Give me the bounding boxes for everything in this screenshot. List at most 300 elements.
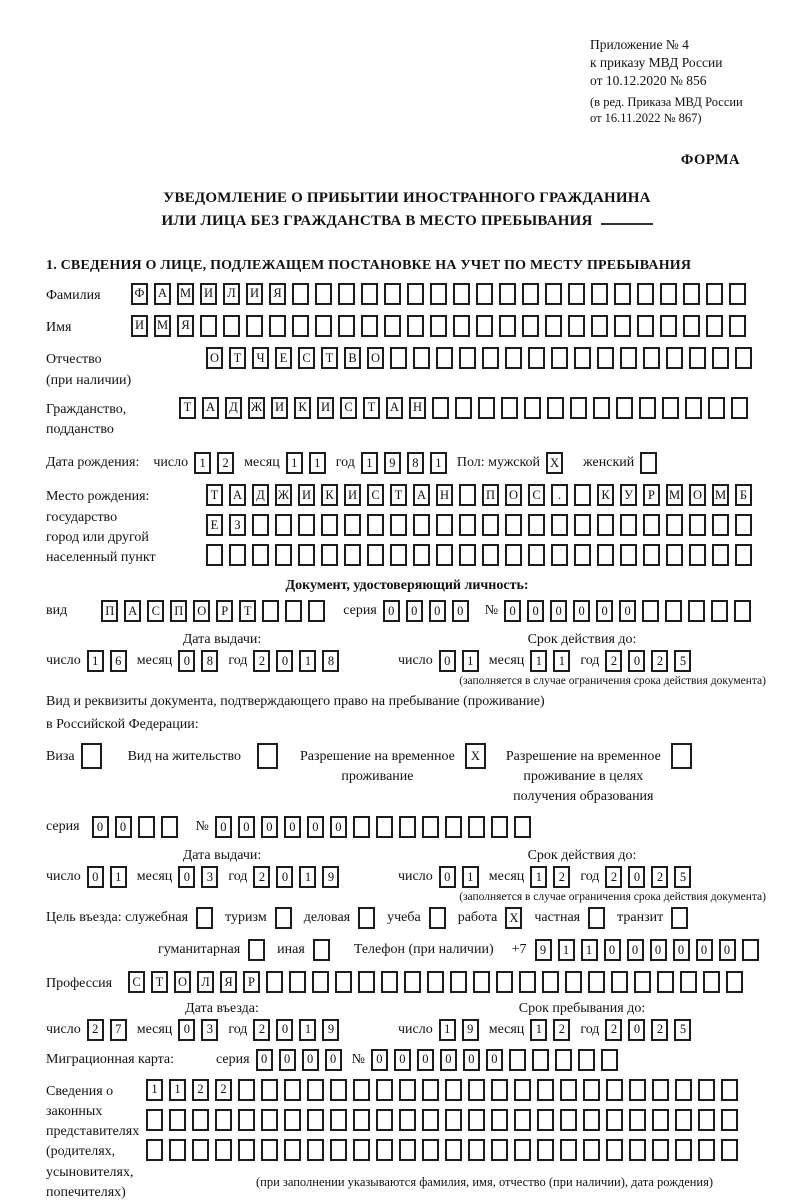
form-cell[interactable]: О bbox=[367, 347, 384, 369]
form-cell[interactable]: Я bbox=[220, 971, 237, 993]
form-cell[interactable] bbox=[689, 514, 706, 536]
form-cell[interactable] bbox=[685, 397, 702, 419]
form-cell[interactable] bbox=[734, 600, 751, 622]
form-cell[interactable] bbox=[629, 1079, 646, 1101]
purpose-other-checkbox[interactable] bbox=[313, 939, 330, 961]
form-cell[interactable] bbox=[275, 907, 292, 929]
form-cell[interactable] bbox=[698, 1109, 715, 1131]
form-cell[interactable] bbox=[620, 544, 637, 566]
form-cell[interactable]: 5 bbox=[674, 866, 691, 888]
form-cell[interactable]: А bbox=[202, 397, 219, 419]
mig-series-cells[interactable] bbox=[256, 1049, 342, 1071]
form-cell[interactable] bbox=[666, 347, 683, 369]
form-cell[interactable] bbox=[81, 743, 102, 769]
form-cell[interactable] bbox=[353, 816, 370, 838]
form-cell[interactable] bbox=[196, 907, 213, 929]
form-cell[interactable] bbox=[215, 1139, 232, 1161]
form-cell[interactable]: 0 bbox=[279, 1049, 296, 1071]
form-cell[interactable] bbox=[514, 816, 531, 838]
form-cell[interactable] bbox=[660, 315, 677, 337]
form-cell[interactable] bbox=[468, 1139, 485, 1161]
form-cell[interactable]: 2 bbox=[253, 866, 270, 888]
form-cell[interactable] bbox=[545, 315, 562, 337]
stay-month-cells[interactable] bbox=[530, 1019, 570, 1041]
form-cell[interactable] bbox=[192, 1139, 209, 1161]
form-cell[interactable]: И bbox=[246, 283, 263, 305]
form-cell[interactable] bbox=[721, 1079, 738, 1101]
form-cell[interactable]: 6 bbox=[110, 650, 127, 672]
form-cell[interactable] bbox=[308, 600, 325, 622]
form-cell[interactable]: О bbox=[689, 484, 706, 506]
form-cell[interactable]: 8 bbox=[322, 650, 339, 672]
form-cell[interactable] bbox=[399, 1109, 416, 1131]
form-cell[interactable] bbox=[450, 971, 467, 993]
form-cell[interactable]: С bbox=[128, 971, 145, 993]
form-cell[interactable]: 2 bbox=[651, 650, 668, 672]
form-cell[interactable]: 0 bbox=[256, 1049, 273, 1071]
form-cell[interactable] bbox=[524, 397, 541, 419]
form-cell[interactable]: 0 bbox=[92, 816, 109, 838]
form-cell[interactable]: 1 bbox=[299, 650, 316, 672]
form-cell[interactable] bbox=[292, 315, 309, 337]
form-cell[interactable] bbox=[671, 907, 688, 929]
form-cell[interactable] bbox=[390, 514, 407, 536]
form-cell[interactable] bbox=[726, 971, 743, 993]
purpose-tourism-checkbox[interactable] bbox=[275, 907, 292, 929]
form-cell[interactable] bbox=[215, 1109, 232, 1131]
form-cell[interactable]: 7 bbox=[110, 1019, 127, 1041]
form-cell[interactable]: 0 bbox=[394, 1049, 411, 1071]
form-cell[interactable] bbox=[206, 544, 223, 566]
form-cell[interactable]: 2 bbox=[553, 1019, 570, 1041]
form-cell[interactable]: У bbox=[620, 484, 637, 506]
form-cell[interactable] bbox=[570, 397, 587, 419]
form-cell[interactable] bbox=[478, 397, 495, 419]
form-cell[interactable]: 0 bbox=[527, 600, 544, 622]
form-cell[interactable]: 1 bbox=[361, 452, 378, 474]
doc-valid-month-cells[interactable] bbox=[530, 650, 570, 672]
form-cell[interactable] bbox=[652, 1079, 669, 1101]
form-cell[interactable] bbox=[729, 315, 746, 337]
form-cell[interactable] bbox=[683, 315, 700, 337]
form-cell[interactable]: 0 bbox=[604, 939, 621, 961]
form-cell[interactable] bbox=[284, 1079, 301, 1101]
form-cell[interactable] bbox=[476, 283, 493, 305]
form-cell[interactable] bbox=[358, 971, 375, 993]
residence-permit-checkbox[interactable] bbox=[257, 743, 278, 769]
res-valid-year-cells[interactable] bbox=[605, 866, 691, 888]
doc-issue-year-cells[interactable] bbox=[253, 650, 339, 672]
form-cell[interactable] bbox=[376, 816, 393, 838]
form-cell[interactable] bbox=[505, 347, 522, 369]
form-cell[interactable] bbox=[468, 1109, 485, 1131]
form-cell[interactable]: Е bbox=[275, 347, 292, 369]
form-cell[interactable] bbox=[491, 816, 508, 838]
doc-number-cells[interactable] bbox=[504, 600, 751, 622]
form-cell[interactable] bbox=[491, 1109, 508, 1131]
form-cell[interactable] bbox=[665, 600, 682, 622]
form-cell[interactable]: 0 bbox=[284, 816, 301, 838]
form-cell[interactable] bbox=[712, 514, 729, 536]
form-cell[interactable]: 1 bbox=[110, 866, 127, 888]
form-cell[interactable] bbox=[614, 283, 631, 305]
form-cell[interactable] bbox=[367, 544, 384, 566]
form-cell[interactable] bbox=[689, 544, 706, 566]
form-cell[interactable] bbox=[390, 347, 407, 369]
form-cell[interactable]: 0 bbox=[573, 600, 590, 622]
profession-cells[interactable] bbox=[128, 971, 743, 993]
form-cell[interactable] bbox=[312, 971, 329, 993]
form-cell[interactable] bbox=[252, 544, 269, 566]
form-cell[interactable] bbox=[706, 283, 723, 305]
doc-issue-month-cells[interactable] bbox=[178, 650, 218, 672]
form-cell[interactable]: А bbox=[154, 283, 171, 305]
form-cell[interactable]: 1 bbox=[87, 650, 104, 672]
form-cell[interactable]: 9 bbox=[322, 1019, 339, 1041]
form-cell[interactable] bbox=[468, 816, 485, 838]
form-cell[interactable] bbox=[496, 971, 513, 993]
form-cell[interactable] bbox=[381, 971, 398, 993]
birth-month-cells[interactable] bbox=[286, 452, 326, 474]
form-cell[interactable] bbox=[422, 1139, 439, 1161]
form-cell[interactable]: К bbox=[321, 484, 338, 506]
form-cell[interactable] bbox=[662, 397, 679, 419]
form-cell[interactable] bbox=[344, 514, 361, 536]
form-cell[interactable] bbox=[620, 347, 637, 369]
form-cell[interactable]: 9 bbox=[322, 866, 339, 888]
doc-type-cells[interactable] bbox=[101, 600, 325, 622]
form-cell[interactable] bbox=[551, 544, 568, 566]
form-cell[interactable] bbox=[652, 1139, 669, 1161]
form-cell[interactable] bbox=[574, 514, 591, 536]
form-cell[interactable]: Н bbox=[409, 397, 426, 419]
form-cell[interactable] bbox=[298, 514, 315, 536]
doc-issue-day-cells[interactable] bbox=[87, 650, 127, 672]
form-cell[interactable]: Я bbox=[177, 315, 194, 337]
form-cell[interactable] bbox=[591, 283, 608, 305]
form-cell[interactable]: Л bbox=[223, 283, 240, 305]
form-cell[interactable] bbox=[353, 1139, 370, 1161]
form-cell[interactable] bbox=[376, 1079, 393, 1101]
form-cell[interactable] bbox=[578, 1049, 595, 1071]
form-cell[interactable] bbox=[601, 1049, 618, 1071]
form-cell[interactable]: 0 bbox=[452, 600, 469, 622]
birth-year-cells[interactable] bbox=[361, 452, 447, 474]
entry-month-cells[interactable] bbox=[178, 1019, 218, 1041]
form-cell[interactable]: П bbox=[482, 484, 499, 506]
form-cell[interactable] bbox=[344, 544, 361, 566]
stay-day-cells[interactable] bbox=[439, 1019, 479, 1041]
form-cell[interactable]: 0 bbox=[596, 600, 613, 622]
form-cell[interactable] bbox=[735, 514, 752, 536]
form-cell[interactable] bbox=[200, 315, 217, 337]
form-cell[interactable] bbox=[390, 544, 407, 566]
form-cell[interactable] bbox=[138, 816, 155, 838]
form-cell[interactable] bbox=[499, 315, 516, 337]
form-cell[interactable] bbox=[330, 1109, 347, 1131]
form-cell[interactable] bbox=[307, 1139, 324, 1161]
form-cell[interactable] bbox=[358, 907, 375, 929]
entry-day-cells[interactable] bbox=[87, 1019, 127, 1041]
form-cell[interactable] bbox=[666, 514, 683, 536]
form-cell[interactable] bbox=[712, 544, 729, 566]
purpose-work-checkbox[interactable] bbox=[505, 907, 522, 929]
birth-place-row2-cells[interactable] bbox=[206, 514, 752, 536]
form-cell[interactable] bbox=[169, 1139, 186, 1161]
form-cell[interactable]: М bbox=[154, 315, 171, 337]
purpose-study-checkbox[interactable] bbox=[429, 907, 446, 929]
form-cell[interactable] bbox=[445, 1079, 462, 1101]
form-cell[interactable] bbox=[266, 971, 283, 993]
form-cell[interactable] bbox=[407, 283, 424, 305]
form-cell[interactable] bbox=[238, 1139, 255, 1161]
form-cell[interactable]: 0 bbox=[325, 1049, 342, 1071]
res-valid-day-cells[interactable] bbox=[439, 866, 479, 888]
form-cell[interactable] bbox=[459, 484, 476, 506]
form-cell[interactable]: 2 bbox=[605, 650, 622, 672]
form-cell[interactable]: С bbox=[367, 484, 384, 506]
form-cell[interactable] bbox=[330, 1079, 347, 1101]
form-cell[interactable] bbox=[275, 544, 292, 566]
form-cell[interactable] bbox=[735, 544, 752, 566]
form-cell[interactable] bbox=[683, 283, 700, 305]
form-cell[interactable]: Л bbox=[197, 971, 214, 993]
form-cell[interactable]: 2 bbox=[217, 452, 234, 474]
form-cell[interactable] bbox=[689, 347, 706, 369]
form-cell[interactable] bbox=[583, 1109, 600, 1131]
form-cell[interactable]: 2 bbox=[553, 866, 570, 888]
form-cell[interactable] bbox=[284, 1139, 301, 1161]
form-cell[interactable] bbox=[248, 939, 265, 961]
form-cell[interactable] bbox=[238, 1109, 255, 1131]
form-cell[interactable]: А bbox=[124, 600, 141, 622]
form-cell[interactable]: 0 bbox=[406, 600, 423, 622]
form-cell[interactable] bbox=[315, 283, 332, 305]
form-cell[interactable] bbox=[413, 544, 430, 566]
form-cell[interactable] bbox=[146, 1109, 163, 1131]
form-cell[interactable] bbox=[551, 514, 568, 536]
form-cell[interactable]: 0 bbox=[178, 866, 195, 888]
form-cell[interactable]: 1 bbox=[581, 939, 598, 961]
form-cell[interactable] bbox=[606, 1109, 623, 1131]
form-cell[interactable] bbox=[629, 1139, 646, 1161]
form-cell[interactable]: Р bbox=[643, 484, 660, 506]
form-cell[interactable]: 2 bbox=[651, 866, 668, 888]
res-issue-year-cells[interactable] bbox=[253, 866, 339, 888]
form-cell[interactable]: 0 bbox=[504, 600, 521, 622]
form-cell[interactable] bbox=[261, 1079, 278, 1101]
form-cell[interactable]: 1 bbox=[286, 452, 303, 474]
form-cell[interactable] bbox=[436, 347, 453, 369]
visa-checkbox[interactable] bbox=[81, 743, 102, 769]
form-cell[interactable] bbox=[307, 1109, 324, 1131]
form-cell[interactable] bbox=[367, 514, 384, 536]
citizenship-cells[interactable] bbox=[179, 397, 748, 419]
form-cell[interactable]: З bbox=[229, 514, 246, 536]
form-cell[interactable] bbox=[284, 1109, 301, 1131]
form-cell[interactable]: 1 bbox=[439, 1019, 456, 1041]
form-cell[interactable]: Д bbox=[252, 484, 269, 506]
purpose-official-checkbox[interactable] bbox=[196, 907, 213, 929]
form-cell[interactable] bbox=[532, 1049, 549, 1071]
form-cell[interactable] bbox=[729, 283, 746, 305]
form-cell[interactable]: Т bbox=[179, 397, 196, 419]
form-cell[interactable] bbox=[321, 544, 338, 566]
form-cell[interactable] bbox=[637, 315, 654, 337]
form-cell[interactable] bbox=[629, 1109, 646, 1131]
form-cell[interactable] bbox=[169, 1109, 186, 1131]
form-cell[interactable] bbox=[597, 514, 614, 536]
sex-female-checkbox[interactable] bbox=[640, 452, 657, 474]
form-cell[interactable]: 0 bbox=[178, 650, 195, 672]
form-cell[interactable]: 1 bbox=[462, 650, 479, 672]
form-cell[interactable] bbox=[289, 971, 306, 993]
form-cell[interactable] bbox=[432, 397, 449, 419]
form-cell[interactable]: 0 bbox=[440, 1049, 457, 1071]
form-cell[interactable]: 1 bbox=[299, 1019, 316, 1041]
form-cell[interactable]: 2 bbox=[605, 1019, 622, 1041]
form-cell[interactable] bbox=[436, 514, 453, 536]
form-cell[interactable]: Ф bbox=[131, 283, 148, 305]
form-cell[interactable] bbox=[321, 514, 338, 536]
form-cell[interactable]: С bbox=[147, 600, 164, 622]
form-cell[interactable]: X bbox=[546, 452, 563, 474]
birth-day-cells[interactable] bbox=[194, 452, 234, 474]
form-cell[interactable] bbox=[459, 347, 476, 369]
form-cell[interactable] bbox=[445, 1109, 462, 1131]
form-cell[interactable]: 2 bbox=[605, 866, 622, 888]
form-cell[interactable]: 0 bbox=[178, 1019, 195, 1041]
form-cell[interactable] bbox=[671, 743, 692, 769]
form-cell[interactable] bbox=[399, 816, 416, 838]
form-cell[interactable] bbox=[473, 971, 490, 993]
form-cell[interactable] bbox=[565, 971, 582, 993]
form-cell[interactable] bbox=[399, 1139, 416, 1161]
form-cell[interactable] bbox=[708, 397, 725, 419]
form-cell[interactable]: 1 bbox=[553, 650, 570, 672]
form-cell[interactable] bbox=[555, 1049, 572, 1071]
form-cell[interactable] bbox=[643, 347, 660, 369]
form-cell[interactable]: П bbox=[101, 600, 118, 622]
phone-cells[interactable] bbox=[535, 939, 759, 961]
form-cell[interactable]: И bbox=[200, 283, 217, 305]
doc-valid-day-cells[interactable] bbox=[439, 650, 479, 672]
form-cell[interactable]: И bbox=[344, 484, 361, 506]
form-cell[interactable] bbox=[545, 283, 562, 305]
form-cell[interactable] bbox=[459, 514, 476, 536]
form-cell[interactable] bbox=[413, 514, 430, 536]
form-cell[interactable] bbox=[639, 397, 656, 419]
form-cell[interactable]: 2 bbox=[253, 650, 270, 672]
form-cell[interactable] bbox=[637, 283, 654, 305]
form-cell[interactable]: 0 bbox=[628, 866, 645, 888]
form-cell[interactable] bbox=[528, 514, 545, 536]
form-cell[interactable] bbox=[275, 514, 292, 536]
form-cell[interactable] bbox=[482, 544, 499, 566]
form-cell[interactable]: 1 bbox=[169, 1079, 186, 1101]
form-cell[interactable]: 0 bbox=[330, 816, 347, 838]
form-cell[interactable] bbox=[338, 283, 355, 305]
form-cell[interactable] bbox=[680, 971, 697, 993]
mig-number-cells[interactable] bbox=[371, 1049, 618, 1071]
form-cell[interactable]: Т bbox=[321, 347, 338, 369]
form-cell[interactable]: А bbox=[229, 484, 246, 506]
form-cell[interactable] bbox=[634, 971, 651, 993]
form-cell[interactable]: Д bbox=[225, 397, 242, 419]
res-valid-month-cells[interactable] bbox=[530, 866, 570, 888]
form-cell[interactable] bbox=[522, 315, 539, 337]
form-cell[interactable] bbox=[146, 1139, 163, 1161]
form-cell[interactable]: М bbox=[177, 283, 194, 305]
form-cell[interactable] bbox=[429, 907, 446, 929]
temp-edu-checkbox[interactable] bbox=[671, 743, 692, 769]
form-cell[interactable]: 3 bbox=[201, 866, 218, 888]
form-cell[interactable]: Р bbox=[243, 971, 260, 993]
form-cell[interactable]: С bbox=[528, 484, 545, 506]
purpose-humanitarian-checkbox[interactable] bbox=[248, 939, 265, 961]
form-cell[interactable]: 0 bbox=[371, 1049, 388, 1071]
form-cell[interactable] bbox=[238, 1079, 255, 1101]
form-cell[interactable]: 0 bbox=[302, 1049, 319, 1071]
form-cell[interactable]: С bbox=[298, 347, 315, 369]
form-cell[interactable]: . bbox=[551, 484, 568, 506]
form-cell[interactable]: 2 bbox=[87, 1019, 104, 1041]
form-cell[interactable]: Т bbox=[151, 971, 168, 993]
form-cell[interactable] bbox=[427, 971, 444, 993]
form-cell[interactable]: 0 bbox=[215, 816, 232, 838]
form-cell[interactable] bbox=[376, 1109, 393, 1131]
form-cell[interactable] bbox=[338, 315, 355, 337]
form-cell[interactable]: Т bbox=[363, 397, 380, 419]
form-cell[interactable]: 2 bbox=[651, 1019, 668, 1041]
form-cell[interactable] bbox=[335, 971, 352, 993]
res-issue-month-cells[interactable] bbox=[178, 866, 218, 888]
form-cell[interactable] bbox=[597, 347, 614, 369]
form-cell[interactable]: 0 bbox=[619, 600, 636, 622]
form-cell[interactable] bbox=[560, 1109, 577, 1131]
form-cell[interactable] bbox=[675, 1079, 692, 1101]
form-cell[interactable]: X bbox=[505, 907, 522, 929]
form-cell[interactable] bbox=[731, 397, 748, 419]
form-cell[interactable]: 0 bbox=[550, 600, 567, 622]
reps-row3-cells[interactable] bbox=[146, 1139, 738, 1161]
form-cell[interactable]: 0 bbox=[439, 650, 456, 672]
form-cell[interactable]: 1 bbox=[530, 1019, 547, 1041]
form-cell[interactable]: 1 bbox=[299, 866, 316, 888]
form-cell[interactable]: Р bbox=[216, 600, 233, 622]
form-cell[interactable] bbox=[353, 1109, 370, 1131]
form-cell[interactable]: М bbox=[712, 484, 729, 506]
form-cell[interactable] bbox=[537, 1109, 554, 1131]
form-cell[interactable]: Ж bbox=[275, 484, 292, 506]
form-cell[interactable] bbox=[551, 347, 568, 369]
form-cell[interactable] bbox=[611, 971, 628, 993]
form-cell[interactable] bbox=[711, 600, 728, 622]
form-cell[interactable] bbox=[361, 283, 378, 305]
form-cell[interactable] bbox=[706, 315, 723, 337]
form-cell[interactable]: Я bbox=[269, 283, 286, 305]
form-cell[interactable] bbox=[514, 1079, 531, 1101]
form-cell[interactable] bbox=[537, 1139, 554, 1161]
birth-place-row1-cells[interactable] bbox=[206, 484, 752, 506]
form-cell[interactable] bbox=[476, 315, 493, 337]
form-cell[interactable] bbox=[292, 283, 309, 305]
purpose-business-checkbox[interactable] bbox=[358, 907, 375, 929]
sex-male-checkbox[interactable] bbox=[546, 452, 563, 474]
form-cell[interactable] bbox=[313, 939, 330, 961]
form-cell[interactable]: X bbox=[465, 743, 486, 769]
form-cell[interactable] bbox=[560, 1079, 577, 1101]
